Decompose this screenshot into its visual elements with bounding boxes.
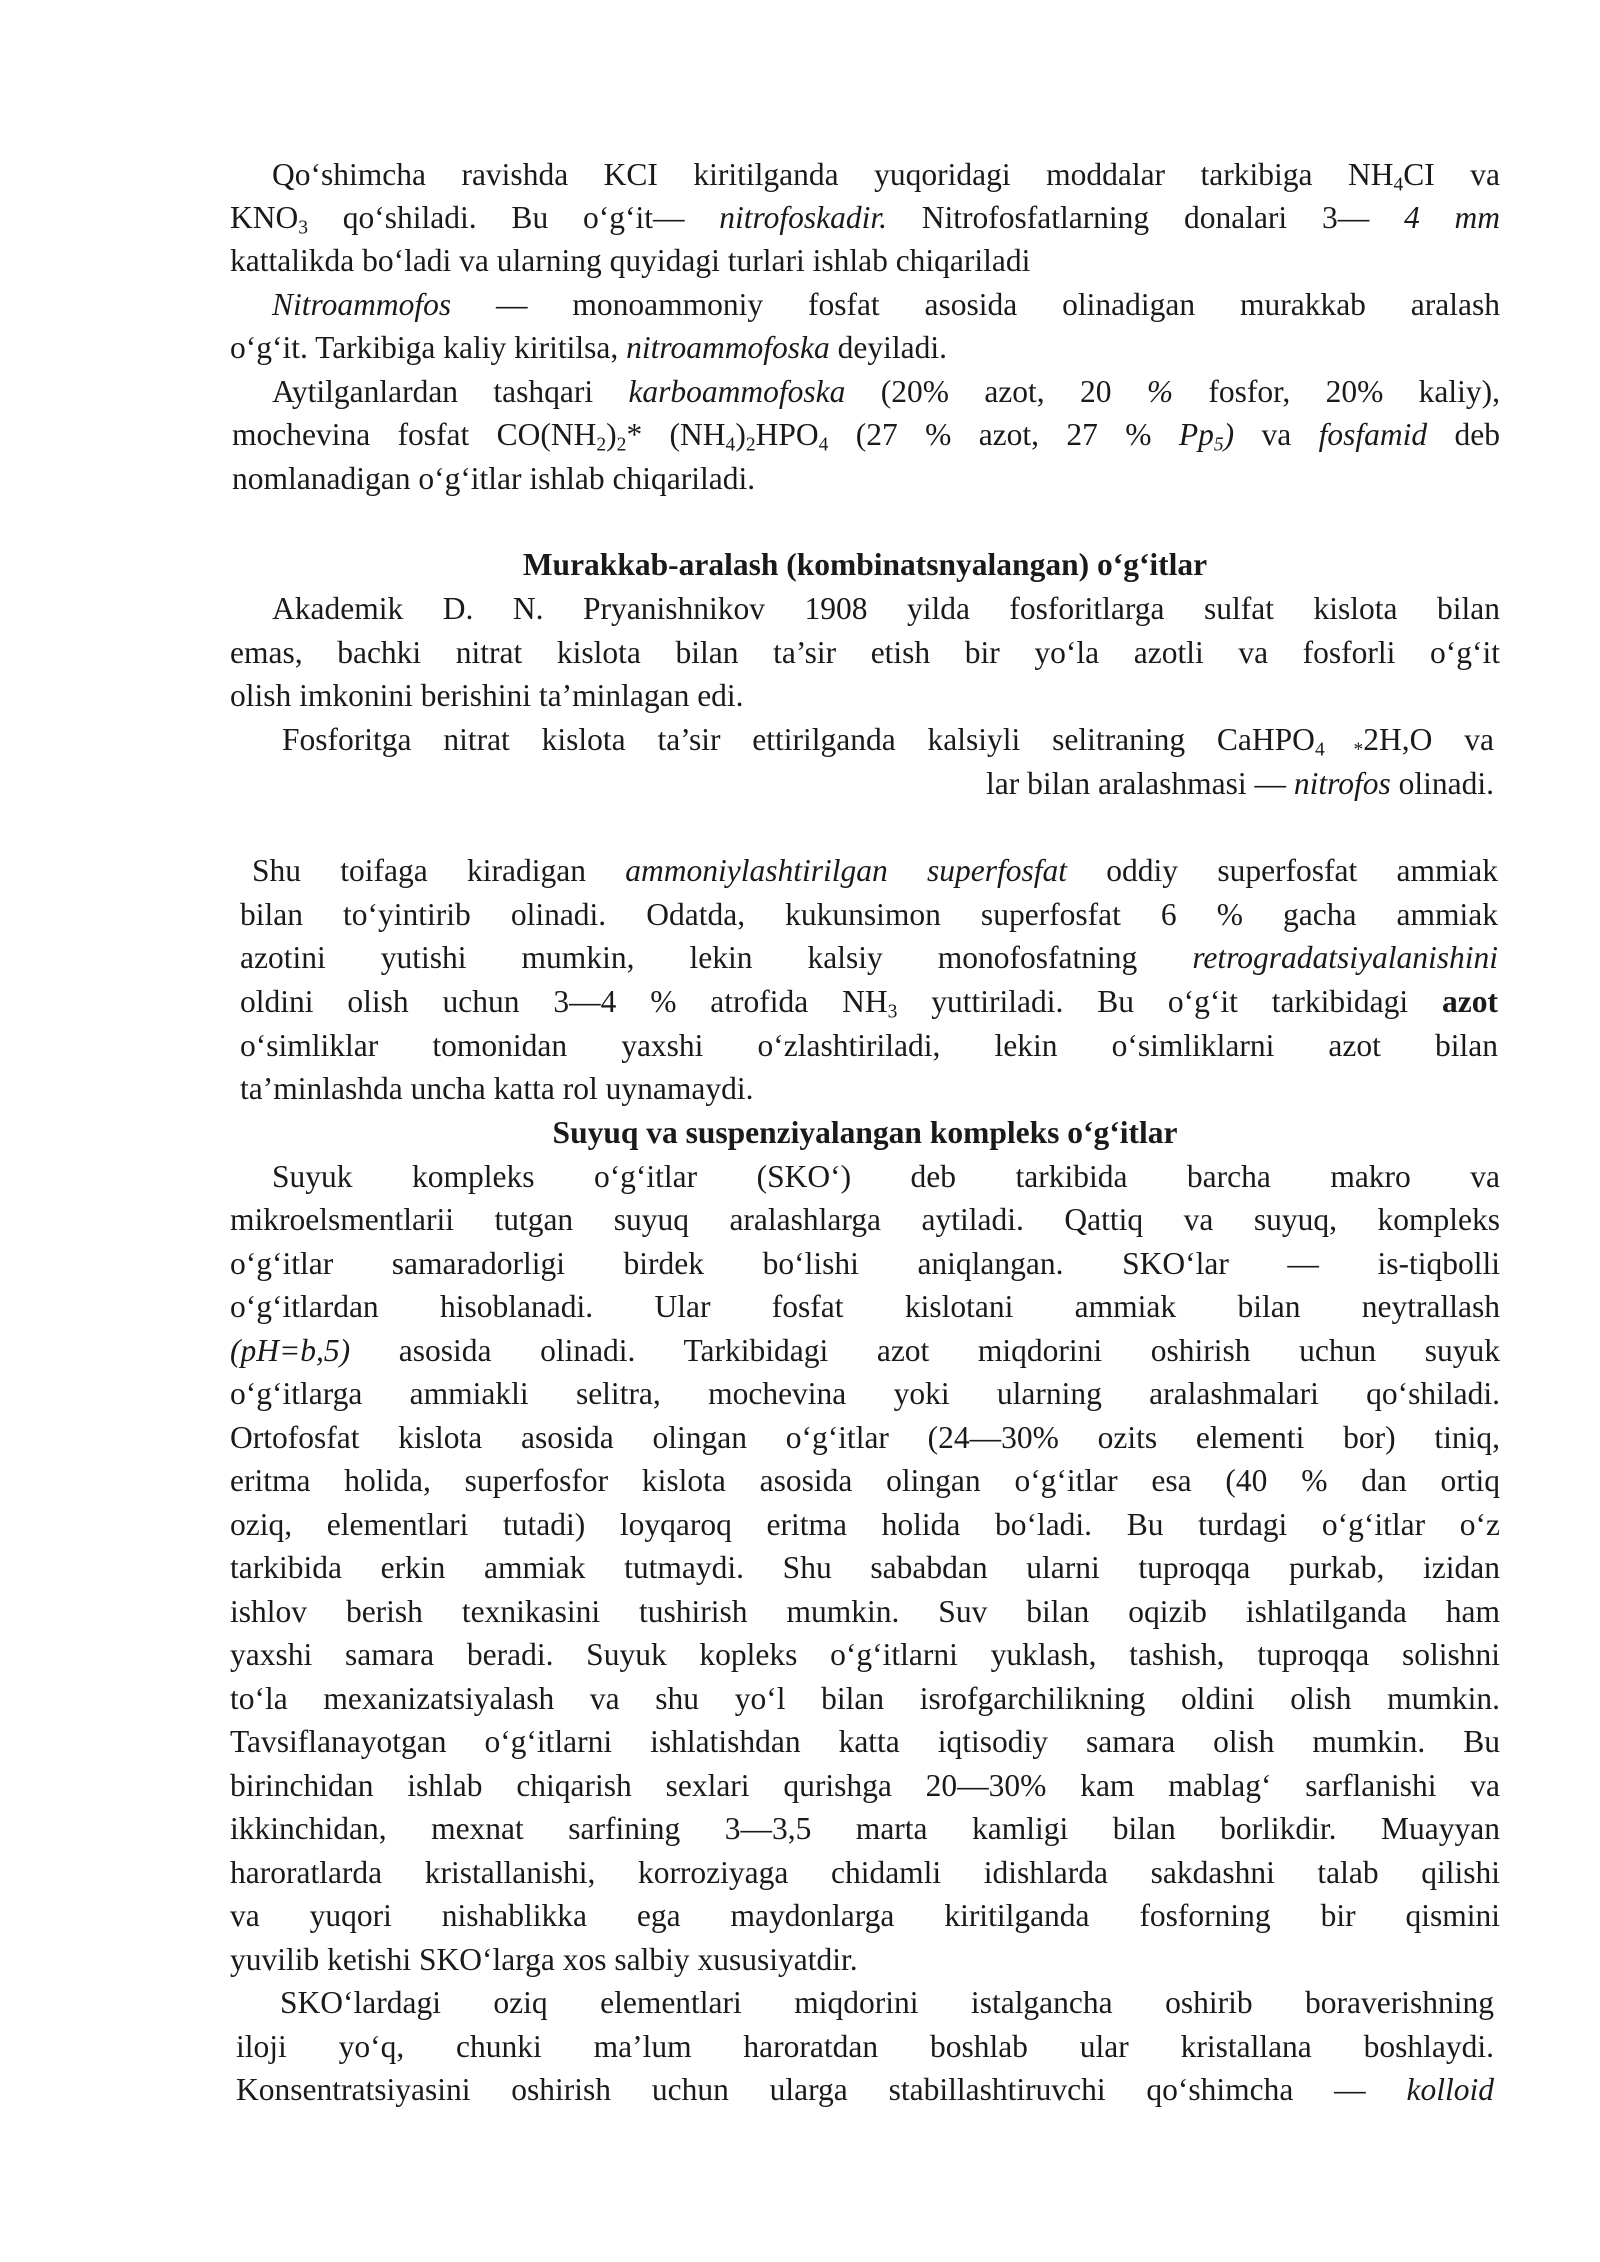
paragraph-line: oldini olish uchun 3—4 % atrofida $NH_3$ yuttiriladi. Bu o‘g‘it tarkibidagi azot [240, 984, 1499, 1023]
paragraph-line: eritma holida, superfosfor kislota asosida olingan o‘g‘itlar esa (40 % dan ortiq [230, 1463, 1500, 1498]
paragraph-line: o‘g‘itlar samaradorligi birdek bo‘lishi aniqlangan. SKO‘lar — is-tiqbolli [230, 1246, 1500, 1281]
paragraph-line: azotini yutishi mumkin, lekin kalsiy monofosfatning retrogradatsiyalanishini [240, 940, 1498, 975]
paragraph-line: bilan to‘yintirib olinadi. Odatda, kukunsimon superfosfat 6 % gacha ammiak [240, 897, 1498, 932]
paragraph-line: oziq, elementlari tutadi) loyqaroq eritma holida bo‘ladi. Bu turdagi o‘g‘itlar o‘z [230, 1507, 1500, 1542]
paragraph-line: Suyuk kompleks o‘g‘itlar (SKO‘) deb tarkibida barcha makro va [272, 1159, 1500, 1194]
paragraph-line: tarkibida erkin ammiak tutmaydi. Shu sababdan ularni tuproqqa purkab, izidan [230, 1550, 1500, 1585]
paragraph-line: Aytilganlardan tashqari karboammofoska (20% azot, 20 % fosfor, 20% kaliy), [272, 374, 1501, 409]
paragraph-line: Konsentratsiyasini oshirish uchun ularga stabillashtiruvchi qo‘shimcha — kolloid [236, 2072, 1494, 2107]
paragraph-line: Ortofosfat kislota asosida olingan o‘g‘itlar (24—30% ozits elementi bor) tiniq, [230, 1420, 1500, 1455]
paragraph-line: Fosforitga nitrat kislota ta’sir ettirilganda kalsiyli selitraning CaHPO$_{4 *}$2H,O va [282, 722, 1494, 761]
paragraph-line: mikroelsmentlarii tutgan suyuq aralashlarga aytiladi. Qattiq va suyuq, kompleks [230, 1202, 1500, 1237]
paragraph-line: SKO‘lardagi oziq elementlari miqdorini istalgancha oshirib boraverishning [280, 1985, 1494, 2020]
paragraph-line: mochevina fosfat $CO(NH_2)_2*$ $(NH_4)_2HPO_4$ (27 % azot, 27 % $Pp_5$) va fosfamid deb [232, 417, 1500, 456]
paragraph-line: yuvilib ketishi SKO‘larga xos salbiy xususiyatdir. [230, 1942, 858, 1977]
paragraph-line: o‘simliklar tomonidan yaxshi o‘zlashtiriladi, lekin o‘simliklarni azot bilan [240, 1028, 1498, 1063]
paragraph-line: Nitroammofos — monoammoniy fosfat asosida olinadigan murakkab aralash [272, 287, 1500, 322]
paragraph-line: Qo‘shimcha ravishda KCI kiritilganda yuqoridagi moddalar tarkibiga $NH_4CI$ va [272, 157, 1500, 196]
paragraph-line: kattalikda bo‘ladi va ularning quyidagi turlari ishlab chiqariladi [230, 243, 1031, 278]
paragraph-line: $KNO_3$ qo‘shiladi. Bu o‘g‘it— nitrofoskadir. Nitrofosfatlarning donalari 3— 4 mm [230, 200, 1500, 239]
section-heading: Suyuq va suspenziyalangan kompleks o‘g‘itlar [552, 1115, 1178, 1150]
paragraph-line: Akademik D. N. Pryanishnikov 1908 yilda fosforitlarga sulfat kislota bilan [272, 591, 1500, 626]
paragraph-line: o‘g‘itlardan hisoblanadi. Ular fosfat kislotani ammiak bilan neytrallash [230, 1289, 1500, 1324]
paragraph-line: nomlanadigan o‘g‘itlar ishlab chiqariladi. [232, 461, 756, 496]
paragraph-line: yaxshi samara beradi. Suyuk kopleks o‘g‘itlarni yuklash, tashish, tuproqqa solishni [230, 1637, 1500, 1672]
paragraph-line: va yuqori nishablikka ega maydonlarga kiritilganda fosforning bir qismini [230, 1898, 1500, 1933]
paragraph-line: iloji yo‘q, chunki ma’lum haroratdan boshlab ular kristallana boshlaydi. [236, 2029, 1494, 2064]
paragraph-line: olish imkonini berishini ta’minlagan edi. [230, 678, 744, 713]
paragraph-line: to‘la mexanizatsiyalash va shu yo‘l bilan isrofgarchilikning oldini olish mumkin. [230, 1681, 1500, 1716]
paragraph-line: Shu toifaga kiradigan ammoniylashtirilgan superfosfat oddiy superfosfat ammiak [252, 853, 1498, 888]
paragraph-line: ishlov berish texnikasini tushirish mumkin. Suv bilan oqizib ishlatilganda ham [230, 1594, 1500, 1629]
paragraph-line: emas, bachki nitrat kislota bilan ta’sir etish bir yo‘la azotli va fosforli o‘g‘it [230, 635, 1500, 670]
section-heading: Murakkab-aralash (kombinatsnyalangan) o‘g‘itlar [522, 547, 1208, 582]
paragraph-line: (pH=b,5) asosida olinadi. Tarkibidagi azot miqdorini oshirish uchun suyuk [230, 1333, 1500, 1368]
paragraph-line: Tavsiflanayotgan o‘g‘itlarni ishlatishdan katta iqtisodiy samara olish mumkin. Bu [230, 1724, 1500, 1759]
paragraph-line: o‘g‘itlarga ammiakli selitra, mochevina yoki ularning aralashmalari qo‘shiladi. [230, 1376, 1500, 1411]
paragraph-line: ta’minlashda uncha katta rol uynamaydi. [240, 1071, 754, 1106]
paragraph-line: haroratlarda kristallanishi, korroziyaga chidamli idishlarda sakdashni talab qilishi [230, 1855, 1500, 1890]
paragraph-line: lar bilan aralashmasi — nitrofos olinadi. [985, 766, 1494, 801]
paragraph-line: birinchidan ishlab chiqarish sexlari qurishga 20—30% kam mablag‘ sarflanishi va [230, 1768, 1500, 1803]
paragraph-line: o‘g‘it. Tarkibiga kaliy kiritilsa, nitroammofoska deyiladi. [230, 330, 947, 365]
paragraph-line: ikkinchidan, mexnat sarfining 3—3,5 marta kamligi bilan borlikdir. Muayyan [230, 1811, 1500, 1846]
